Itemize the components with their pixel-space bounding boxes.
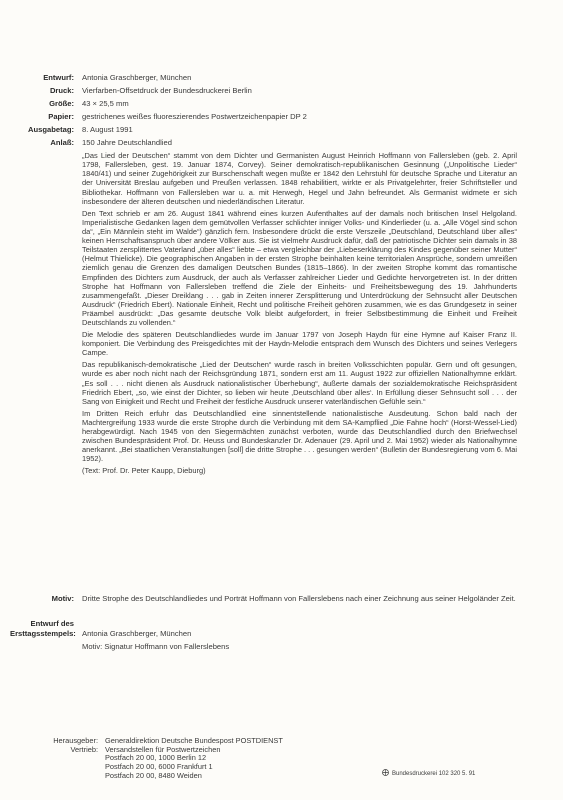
footer-line: Postfach 20 00, 8480 Weiden <box>105 770 202 780</box>
value-ausgabetag: 8. August 1991 <box>82 125 133 134</box>
label-vertrieb: Vertrieb: <box>70 744 98 754</box>
value-druck: Vierfarben-Offsetdruck der Bundesdruckerei Berlin <box>82 86 252 95</box>
label-motiv: Motiv: <box>51 594 74 603</box>
paragraph: Im Dritten Reich erfuhr das Deutschlandlied eine sinnentstellende nationalistische Ausdeutung. Schon bald nach der Machtergreifung 1933 wurde die erste Strophe durch die Verbindung mit dem SA-Kampflied „Die Fahne hoch“ (Horst-Wessel-Lied) herabgewürdigt. Nach 1945 von den Siegermächten zunächst verboten, wurde das Deutschlandlied durch den Briefwechsel zwischen Bundespräsident Prof. Dr. Heuss und Bundeskanzler Dr. Adenauer (29. April und 2. Mai 1952) wieder als Nationalhymne anerkannt. „Bei staatlichen Veranstaltungen [soll] die dritte Strophe . . . gesungen werden“ (Bulletin der Bundesregierung vom 6. Mai 1952). <box>82 408 517 464</box>
value-motiv: Dritte Strophe des Deutschlandliedes und Porträt Hoffmann von Fallerslebens nach einer Zeichnung aus seiner Helgoländer Zeit. <box>82 594 516 603</box>
label-anlass: Anlaß: <box>50 138 74 147</box>
label-groesse: Größe: <box>49 99 74 108</box>
paragraph: Das republikanisch-demokratische „Lied der Deutschen“ wurde rasch in breiten Volksschichten populär. Gern und oft gesungen, wurde es aber noch nicht nach der Reichsgründung 1871, sondern erst am 11. August 1922 zur offiziellen Nationalhymne erklärt. „Es soll . . . nicht dienen als Ausdruck nationalistischer Überhebung“, äußerte damals der sozialdemokratische Reichspräsident Friedrich Ebert, „so, wie einst der Dichter, so lieben wir heute ‚Deutschland über alles‘. In Erfüllung dieser Sehnsucht soll . . . der Sang von Einigkeit und Recht und Freiheit der festliche Ausdruck unserer vaterländischen Gefühle sein.“ <box>82 360 517 406</box>
label-ersttag-line2: Ersttagsstempels: <box>10 629 76 638</box>
footer-values <box>105 737 365 781</box>
value-papier: gestrichenes weißes fluoreszierendes Postwertzeichenpapier DP 2 <box>82 112 307 121</box>
footer-labels <box>38 737 98 754</box>
footer-line: Postfach 20 00, 1000 Berlin 12 <box>105 753 207 763</box>
printer-text: Bundesdruckerei 102 320 5. 91 <box>392 771 476 777</box>
label-herausgeber: Herausgeber: <box>53 736 98 745</box>
text-credit: (Text: Prof. Dr. Peter Kaupp, Dieburg) <box>82 466 206 476</box>
footer-line: Postfach 20 00, 6000 Frankfurt 1 <box>105 762 213 772</box>
label-druck: Druck: <box>49 86 74 95</box>
label-papier: Papier: <box>48 112 74 121</box>
value-entwurf: Antonia Graschberger, München <box>82 73 192 82</box>
label-ersttag-line1: Entwurf des <box>30 619 74 628</box>
footer-line: Versandstellen für Postwertzeichen <box>105 744 221 754</box>
label-ausgabetag: Ausgabetag: <box>28 125 74 134</box>
label-entwurf: Entwurf: <box>43 73 74 82</box>
value-anlass: 150 Jahre Deutschlandlied <box>82 138 172 147</box>
value-ersttag-motiv: Motiv: Signatur Hoffmann von Fallerslebens <box>82 642 230 651</box>
paragraph: Die Melodie des späteren Deutschlandliedes wurde im Januar 1797 von Joseph Haydn für eine Hymne auf Kaiser Franz II. komponiert. Die Verbindung des Preisgedichtes mit der Haydn-Melodie entsprach dem Wunsch des Dichters und seines Verlegers Campe. <box>82 330 517 358</box>
footer-line: Generaldirektion Deutsche Bundespost POSTDIENST <box>105 736 283 745</box>
paragraph: Den Text schrieb er am 26. August 1841 während eines kurzen Aufenthaltes auf der damals noch britischen Insel Helgoland. Imperialistische Gedanken lagen dem gemütvollen Verfasser schlichter inniger Volks- und Kinderlieder (u. a. „Alle Vögel sind schon da“, „Ein Männlein steht im Walde“) gänzlich fern. Insbesondere drückt die erste Verszeile „Deutschland, Deutschland über alles“ keinen Herrschaftsanspruch über andere Völker aus. Sie ist vielmehr Ausdruck dafür, daß der patriotische Dichter sein damals in 38 Teilstaaten zersplittertes Vaterland „über alles“ liebte – etwa vergleichbar der „Liebeserklärung des Kindes gegenüber seiner Mutter“ (Helmut Thielicke). Die geographischen Angaben in der ersten Strophe beinhalten keine territorialen Ansprüche, sondern umreißen ziemlich genau die Grenzen des damaligen Deutschen Bundes (1815–1866). In der zweiten Strophe kommt das romantische Empfinden des Dichters zum Ausdruck, der auch als Verfasser zahlreicher Lieder und Gedichte hervorgetreten ist. In der dritten Strophe hat Hoffmann von Fallersleben treffend die Ziele der Einheits- und Freiheitsbewegung des 19. Jahrhunderts zusammengefaßt. „Dieser Dreiklang . . . gab in Zeiten innerer Zersplitterung und Unterdrückung der Sehnsucht aller Deutschen Ausdruck“ (Friedrich Ebert). Nationale Einheit, Recht und politische Freiheit gehören zusammen, wie es das Grundgesetz in seiner Präambel ausdrückt: „Das gesamte deutsche Volk bleibt aufgefordert, in freier Selbstbestimmung die Einheit und Freiheit Deutschlands zu vollenden.“ <box>82 208 517 328</box>
paragraph: „Das Lied der Deutschen“ stammt von dem Dichter und Germanisten August Heinrich Hoffmann von Fallersleben (geb. 2. April 1798, Fallersleben, gest. 19. Januar 1874, Corvey). Seiner demokratisch-republikanischen Gesinnung („Unpolitische Lieder“ 1840/41) und seiner Zugehörigkeit zur Burschenschaft wegen mußte er 1842 den Lehrstuhl für deutsche Sprache und Literatur an der Universität Breslau aufgeben und Preußen verlassen. 1848 rehabilitiert, wirkte er als Privatgelehrter, freier Schriftsteller und Bibliothekar. Hoffmann von Fallersleben war u. a. mit Herwegh, Hegel und Jahn befreundet. Als Germanist widmete er sich insbesondere der älteren deutschen und niederländischen Literatur. <box>82 151 517 206</box>
bundesdruckerei-logo-icon <box>382 769 389 776</box>
printer-imprint <box>382 769 475 778</box>
value-ersttag: Antonia Graschberger, München <box>82 629 192 638</box>
anlass-text <box>82 151 517 478</box>
value-groesse: 43 × 25,5 mm <box>82 99 129 108</box>
